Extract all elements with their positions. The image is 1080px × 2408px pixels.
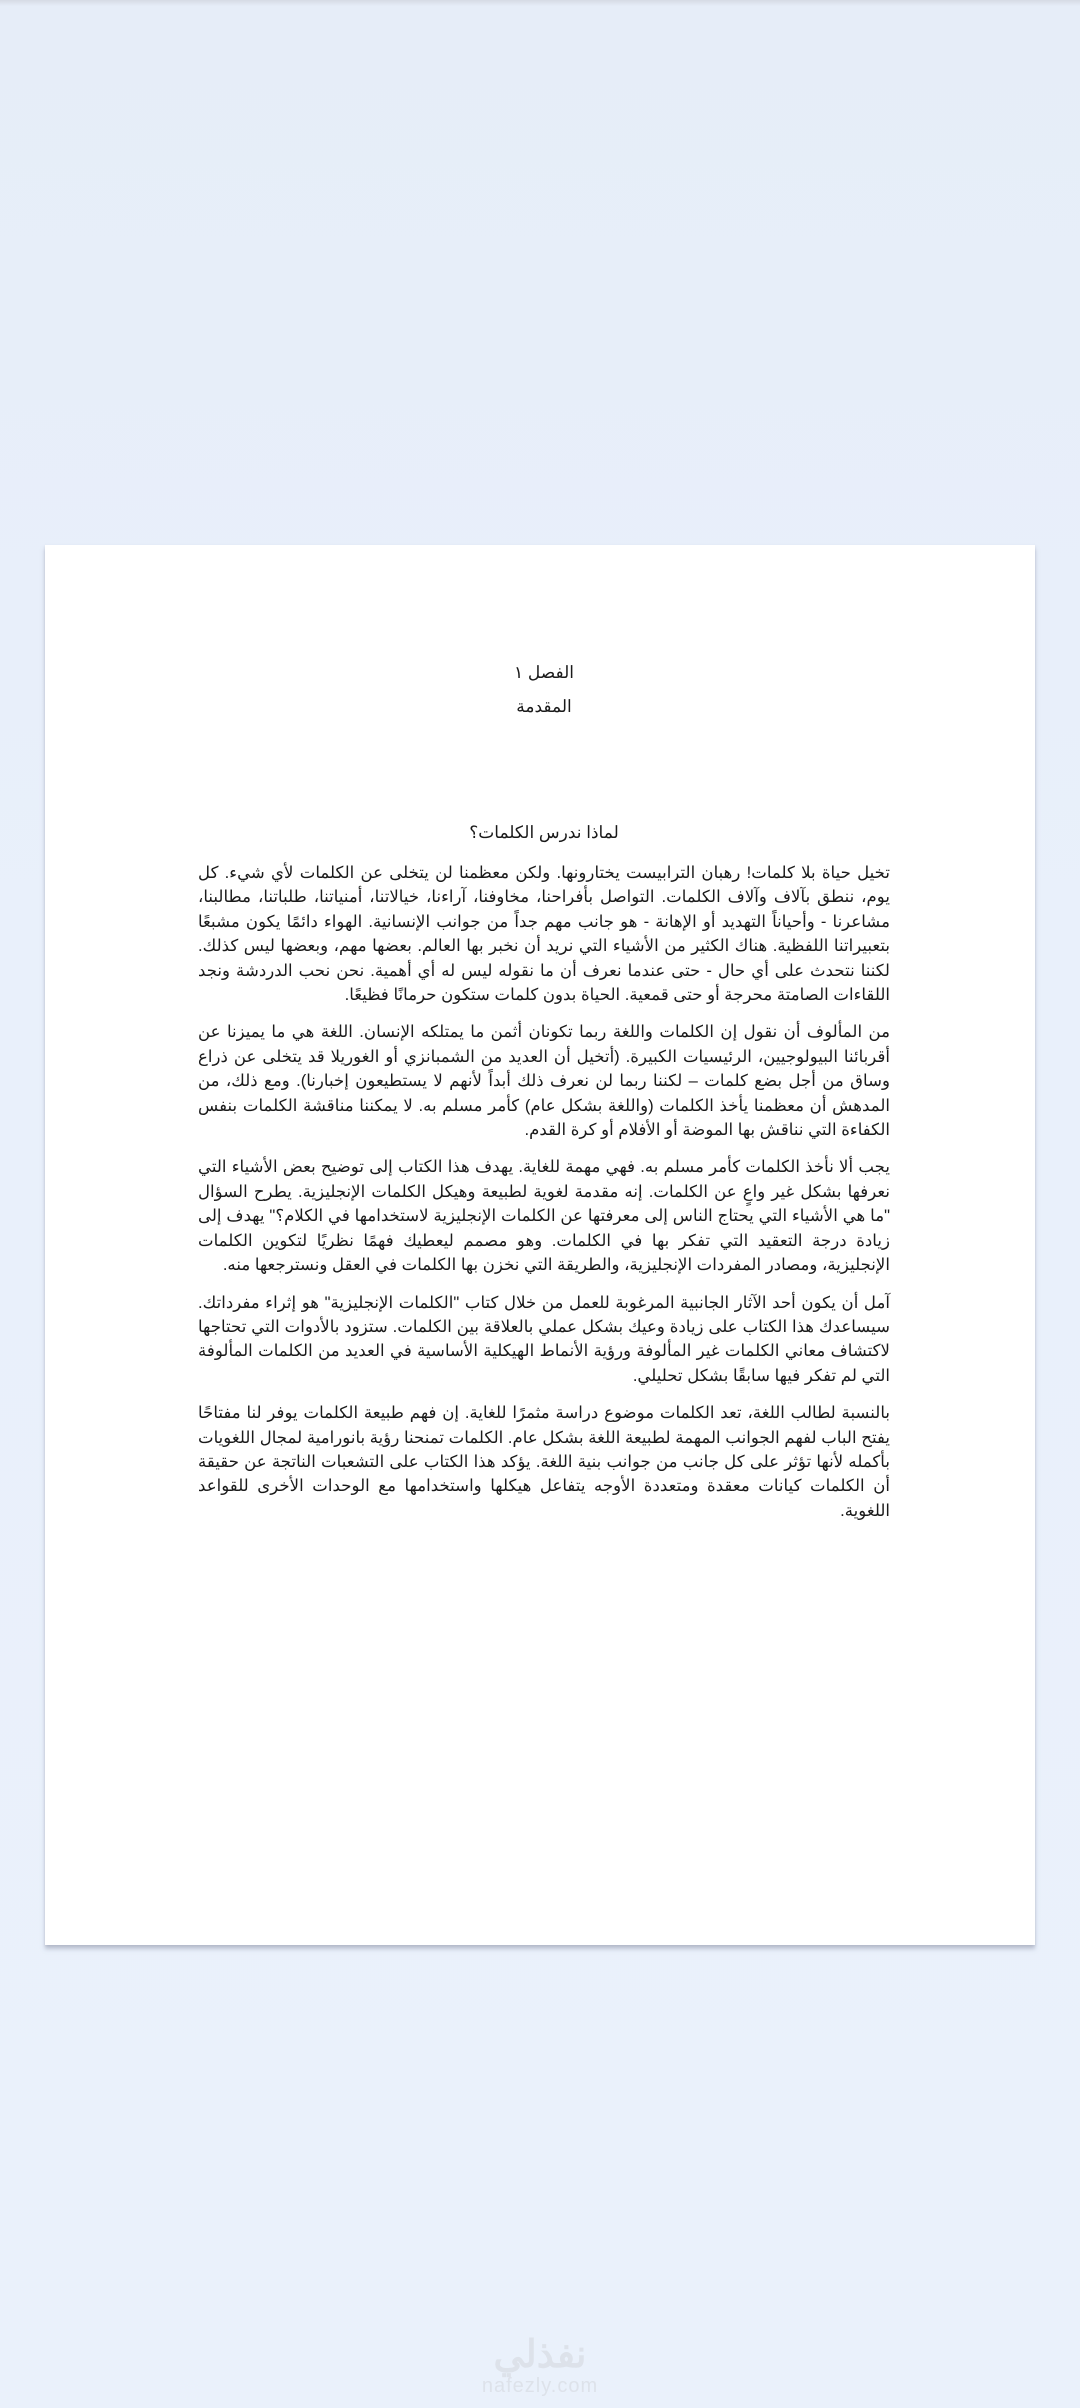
paragraph: تخيل حياة بلا كلمات! رهبان الترابيست يختارونها. ولكن معظمنا لن يتخلى عن الكلمات لأي شيء. كل يوم، ننطق بآلاف وآلاف الكلمات. التواصل بأفراحنا، مخاوفنا، آراءنا، خيالاتنا، أمنياتنا، طلباتنا، مطالبنا، مشاعرنا - وأحياناً التهديد أو الإهانة - هو جانب مهم جداً من جوانب الإنسانية. الهواء دائمًا يكون مشبعًا بتعبيراتنا اللفظية. هناك الكثير من الأشياء التي نريد أن نخبر بها العالم. بعضها مهم، وبعضها ليس كذلك. لكننا نتحدث على أي حال - حتى عندما نعرف أن ما نقوله ليس له أي أهمية. نحن نحب الدردشة ونجد اللقاءات الصامتة محرجة أو حتى قمعية. الحياة بدون كلمات ستكون حرمانًا فظيعًا. [198, 863, 890, 1005]
document-page [45, 545, 1035, 1945]
section-title: لماذا ندرس الكلمات؟ [469, 823, 619, 842]
paragraph: بالنسبة لطالب اللغة، تعد الكلمات موضوع دراسة مثمرًا للغاية. إن فهم طبيعة الكلمات يوفر لنا مفتاحًا يفتح الباب لفهم الجوانب المهمة لطبيعة اللغة بشكل عام. الكلمات تمنحنا رؤية بانورامية لمجال اللغويات بأكمله لأنها تؤثر على كل جانب من جوانب بنية اللغة. يؤكد هذا الكتاب على التشعبات الناتجة عن حقيقة أن الكلمات كيانات معقدة ومتعددة الأوجه يتفاعل هيكلها واستخدامها مع الوحدات الأخرى للقواعد اللغوية. [198, 1403, 890, 1520]
watermark-logo-text: نفذلي [493, 2334, 587, 2376]
chapter-number: الفصل ١ [514, 663, 574, 682]
paragraph: من المألوف أن نقول إن الكلمات واللغة ربما تكونان أثمن ما يمتلكه الإنسان. اللغة هي ما يميزنا عن أقربائنا البيولوجيين، الرئيسيات الكبيرة. (أتخيل أن العديد من الشمبانزي أو الغوريلا قد يتخلى عن ذراع وساق من أجل بضع كلمات – لكننا ربما لن نعرف ذلك أبداً لأنهم لا يستطيعون إخبارنا). ومع ذلك، من المدهش أن معظمنا يأخذ الكلمات (واللغة بشكل عام) كأمر مسلم به. لا يمكننا مناقشة الكلمات بنفس الكفاءة التي نناقش بها الموضة أو الأفلام أو كرة القدم. [198, 1022, 890, 1140]
body-text [198, 861, 890, 1536]
watermark-url: nafezly.com [481, 2375, 599, 2397]
watermark [0, 2335, 1080, 2397]
paragraph: آمل أن يكون أحد الآثار الجانبية المرغوبة للعمل من خلال كتاب "الكلمات الإنجليزية" هو إثراء مفرداتك. سيساعدك هذا الكتاب على زيادة وعيك بشكل عملي بالعلاقة بين الكلمات. ستزود بالأدوات التي تحتاجها لاكتشاف معاني الكلمات غير المألوفة ورؤية الأنماط الهيكلية الأساسية في العديد من الكلمات المألوفة التي لم تفكر فيها سابقًا بشكل تحليلي. [198, 1292, 890, 1385]
chapter-title: المقدمة [516, 697, 572, 716]
top-edge-shadow [0, 0, 1080, 6]
paragraph: يجب ألا نأخذ الكلمات كأمر مسلم به. فهي مهمة للغاية. يهدف هذا الكتاب إلى توضيح بعض الأشياء التي نعرفها بشكل غير واعٍ عن الكلمات. إنه مقدمة لغوية لطبيعة وهيكل الكلمات الإنجليزية. يطرح السؤال "ما هي الأشياء التي يحتاج الناس إلى معرفتها عن الكلمات الإنجليزية لاستخدامها في الكلام؟" يهدف إلى زيادة درجة التعقيد التي تفكر بها في الكلمات. وهو مصمم ليعطيك فهمًا نظريًا لتكوين الكلمات الإنجليزية، ومصادر المفردات الإنجليزية، والطريقة التي نخزن بها الكلمات في العقل ونسترجعها منه. [198, 1157, 890, 1275]
